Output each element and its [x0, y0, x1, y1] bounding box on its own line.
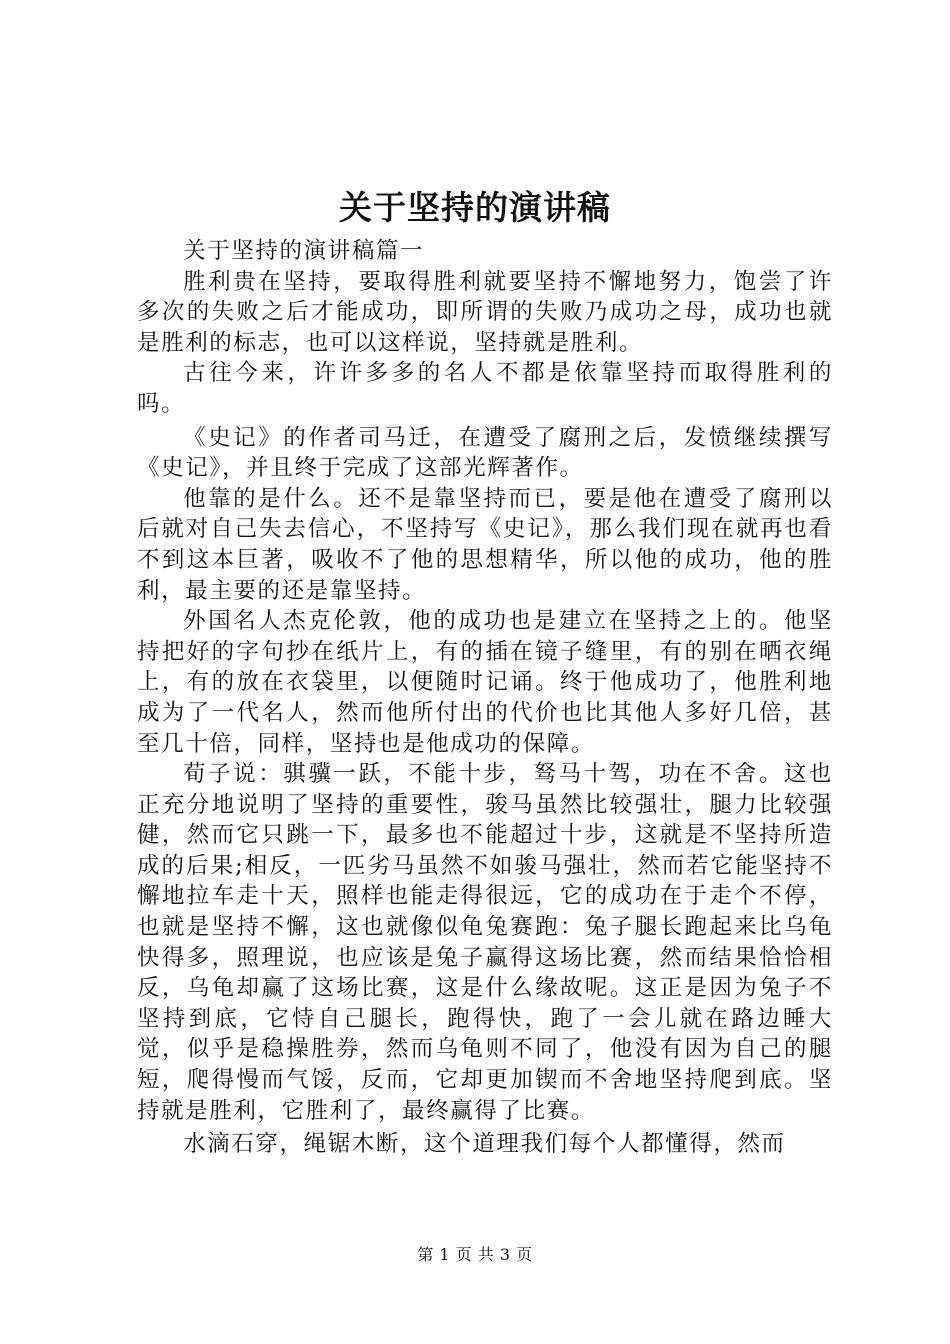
page-footer: 第 1 页 共 3 页 [417, 1245, 533, 1264]
document-title: 关于坚持的演讲稿 [339, 188, 611, 227]
document-body [137, 236, 833, 1160]
paragraph: 古往今来，许许多多的名人不都是依靠坚持而取得胜利的吗。 [137, 360, 833, 417]
paragraph: 胜利贵在坚持，要取得胜利就要坚持不懈地努力，饱尝了许多次的失败之后才能成功，即所谓的失败乃成功之母，成功也就是胜利的标志，也可以这样说，坚持就是胜利。 [137, 268, 833, 356]
paragraph-section-heading: 关于坚持的演讲稿篇一 [183, 238, 425, 264]
paragraph: 水滴石穿，绳锯木断，这个道理我们每个人都懂得，然而 [183, 1131, 786, 1158]
paragraph: 荀子说：骐骥一跃，不能十步，驽马十驾，功在不舍。这也正充分地说明了坚持的重要性，骏马虽然比较强壮，腿力比较强健，然而它只跳一下，最多也不能超过十步，这就是不坚持所造成的后果;相反，一匹劣马虽然不如骏马强壮，然而若它能坚持不懈地拉车走十天，照样也能走得很远，它的成功在于走个不停，也就是坚持不懈，这也就像似龟兔赛跑：兔子腿长跑起来比乌龟快得多，照理说，也应该是兔子赢得这场比赛，然而结果恰恰相反，乌龟却赢了这场比赛，这是什么缘故呢。这正是因为兔子不坚持到底，它恃自己腿长，跑得快，跑了一会儿就在路边睡大觉，似乎是稳操胜券，然而乌龟则不同了，他没有因为自己的腿短，爬得慢而气馁，反而，它却更加锲而不舍地坚持爬到底。坚持就是胜利，它胜利了，最终赢得了比赛。 [137, 761, 833, 1124]
paragraph: 他靠的是什么。还不是靠坚持而已，要是他在遭受了腐刑以后就对自己失去信心，不坚持写《史记》，那么我们现在就再也看不到这本巨著，吸收不了他的思想精华，所以他的成功，他的胜利，最主要的还是靠坚持。 [137, 485, 833, 604]
paragraph: 外国名人杰克伦敦，他的成功也是建立在坚持之上的。他坚持把好的字句抄在纸片上，有的插在镜子缝里，有的别在晒衣绳上，有的放在衣袋里，以便随时记诵。终于他成功了，他胜利地成为了一代名人，然而他所付出的代价也比其他人多好几倍，甚至几十倍，同样，坚持也是他成功的保障。 [137, 608, 833, 757]
paragraph: 《史记》的作者司马迁，在遭受了腐刑之后，发愤继续撰写《史记》，并且终于完成了这部光辉著作。 [137, 424, 833, 482]
